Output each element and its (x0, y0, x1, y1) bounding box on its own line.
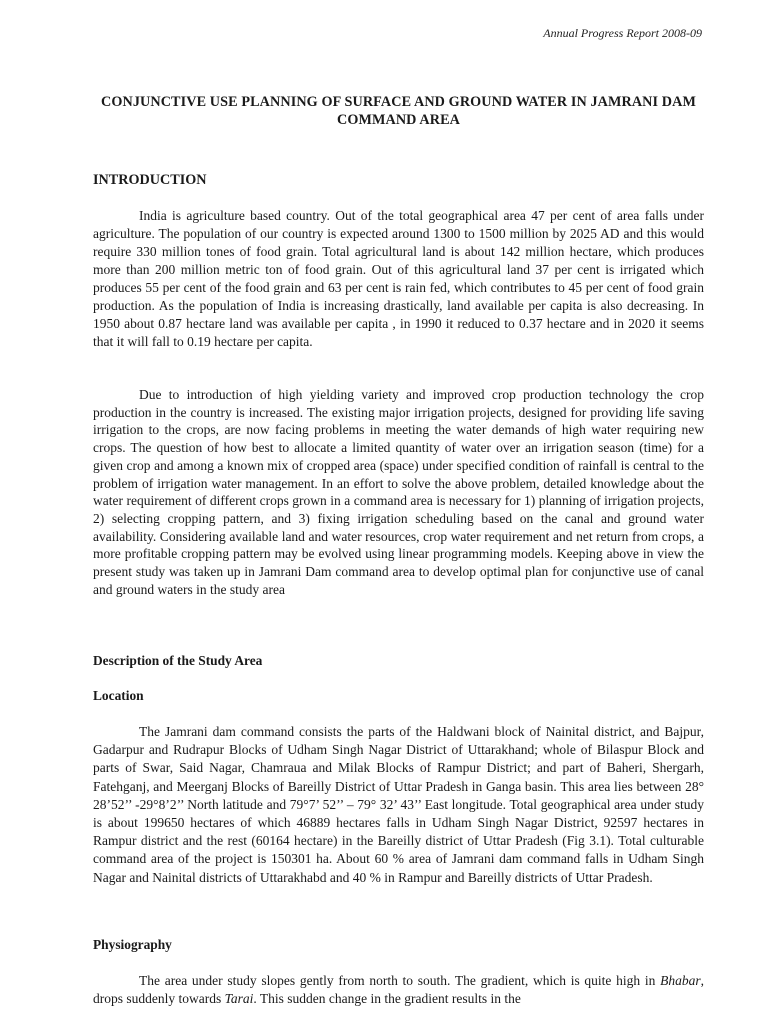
physiography-heading: Physiography (93, 937, 172, 952)
introduction-paragraph-1: India is agriculture based country. Out of the total geographical area 47 per cent of area falls under agriculture. The population of our country is expected around 1300 to 1500 million by 2025 AD and this would require 330 million tones of food grain. Total agricultural land is about 142 million hectare, which produces more than 200 million metric ton of food grain. Out of this agricultural land 37 per cent is irrigated which produces 55 per cent of the food grain and 63 per cent is rain fed, which contributes to 45 per cent of food grain production. As the population of India is increasing drastically, land available per capita is also decreasing. In 1950 about 0.87 hectare land was available per capita , in 1990 it reduced to 0.37 hectare and in 2020 it seems that it will fall to 0.19 hectare per capita. (93, 208, 704, 349)
physiography-text-2: , drops suddenly towards (93, 973, 704, 1006)
location-paragraph: The Jamrani dam command consists the parts of the Haldwani block of Nainital district, and Bajpur, Gadarpur and Rudrapur Blocks of Udham Singh Nagar District of Uttarakhand; whole of Bilaspur Block and parts of Swar, Said Nagar, Chamraua and Milak Blocks of Rampur District; and part of Baheri, Shergarh, Fatehganj, and Meerganj Blocks of Bareilly District of Uttar Pradesh in Ganga basin. This area lies between 28° 28’52’’ -29°8’2’’ North latitude and 79°7’ 52’’ – 79° 32’ 43’’ East longitude. Total geographical area under study is about 199650 hectares of which 46889 hectares falls in Udham Singh Nagar District, 92597 hectares in Rampur district and the rest (60164 hectare) in the Bareilly district of Uttar Pradesh (Fig 3.1). Total culturable command area of the project is 150301 ha. About 60 % area of Jamrani dam command falls in Udham Singh Nagar and Nainital districts of Uttarakhabd and 40 % in Rampur and Bareilly districts of Uttar Pradesh. (93, 724, 704, 885)
physiography-text-1: The area under study slopes gently from north to south. The gradient, which is quite high in (139, 973, 661, 988)
location-heading: Location (93, 688, 144, 703)
physiography-text-3: . This sudden change in the gradient results in the (253, 991, 521, 1006)
running-header: Annual Progress Report 2008-09 (543, 26, 702, 40)
study-area-heading: Description of the Study Area (93, 653, 263, 668)
physiography-term-tarai: Tarai (224, 991, 254, 1006)
physiography-paragraph (93, 972, 704, 1008)
physiography-term-bhabar: Bhabar (660, 973, 701, 988)
introduction-heading: INTRODUCTION (93, 172, 207, 188)
document-page (93, 0, 704, 1024)
introduction-paragraph-2: Due to introduction of high yielding variety and improved crop production technology the crop production in the country is increased. The existing major irrigation projects, designed for providing life saving irrigation to the crops, are now facing problems in meeting the water demands of high water requiring new crops. The question of how best to allocate a limited quantity of water over an irrigation season (time) for a given crop and among a known mix of cropped area (space) under specified condition of rainfall is central to the problem of irrigation water management. In an effort to solve the above problem, detailed knowledge about the water requirement of different crops grown in a command area is necessary for 1) planning of irrigation projects, 2) selecting cropping pattern, and 3) fixing irrigation scheduling based on the canal and ground water availability. Considering available land and water resources, crop water requirement and net return from crops, a more profitable cropping pattern may be evolved using linear programming models. Keeping above in view the present study was taken up in Jamrani Dam command area to develop optimal plan for conjunctive use of canal and ground waters in the study area (93, 387, 704, 597)
document-title: CONJUNCTIVE USE PLANNING OF SURFACE AND GROUND WATER IN JAMRANI DAM COMMAND AREA (101, 94, 696, 128)
